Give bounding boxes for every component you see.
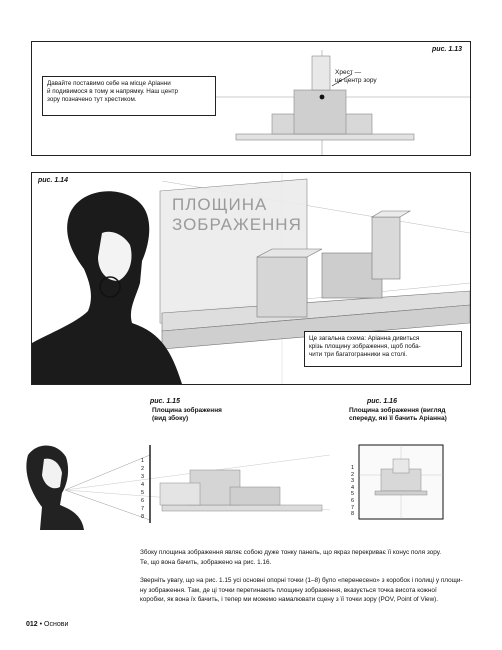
title-line: Площина зображення	[152, 407, 222, 414]
point-number: 1	[141, 458, 145, 464]
shelf	[236, 134, 414, 140]
figure-1-14-panel	[31, 172, 471, 385]
box-tall	[312, 56, 330, 90]
text-line: й подивимося в тому ж напрямку. Наш центр	[47, 88, 179, 95]
point-number: 2	[351, 471, 355, 478]
point-number: 7	[351, 504, 355, 511]
text-line: Це загальна схема: Аріанна дивиться	[309, 335, 420, 342]
point-number: 5	[351, 491, 355, 498]
figure-1-16	[335, 395, 475, 530]
figure-label: рис. 1.14	[38, 177, 68, 184]
point-number: 6	[141, 498, 145, 504]
figure-label: рис. 1.16	[367, 398, 397, 405]
box-left	[257, 257, 307, 317]
page-footer	[26, 621, 68, 628]
front-view-drawing	[335, 395, 475, 530]
point-number: 3	[141, 474, 145, 480]
plane-title-line: ПЛОЩИНА	[172, 195, 268, 214]
point-number: 4	[351, 484, 355, 491]
plane-point-numbers	[351, 465, 354, 518]
point-number: 2	[141, 466, 145, 472]
cross-caption	[335, 69, 377, 85]
arianna-portrait	[32, 191, 182, 384]
point-number: 8	[351, 511, 355, 518]
section-name: Основи	[44, 621, 69, 628]
figure-1-13-panel	[31, 41, 471, 156]
side-view-drawing	[0, 395, 330, 530]
picture-plane-title	[172, 195, 302, 235]
point-number: 6	[351, 497, 355, 504]
center-of-vision-cross	[320, 95, 325, 100]
paragraph-line: Збоку площина зображення являє собою дуже тонку панель, що якраз перекриває її конус поля зору.	[140, 549, 442, 556]
figure-1-15	[0, 395, 330, 530]
caption-line: це центр зору	[335, 77, 377, 84]
page-number: 012	[26, 621, 38, 628]
point-number: 7	[141, 506, 145, 512]
plane-title-line: ЗОБРАЖЕННЯ	[172, 215, 302, 234]
title-line: спереду, які її бачить Аріанна)	[349, 415, 447, 422]
paragraph-line: ну зображення. Там, де ці точки перетинають площину зображення, вказується точка висота кожної	[140, 586, 437, 594]
paragraph-side-view	[140, 548, 480, 567]
title-line: Площина зображення (вигляд	[349, 407, 446, 414]
text-line: зору позначено тут хрестиком.	[47, 96, 137, 103]
point-number: 5	[141, 490, 145, 496]
figure-label: рис. 1.13	[432, 46, 462, 53]
point-number: 1	[351, 465, 355, 471]
paragraph-line: Зверніть увагу, що на рис. 1.15 усі основні опорні точки (1–8) було «перенесено» з коробок і полиці у площи-	[140, 577, 463, 584]
point-number: 4	[141, 482, 145, 488]
text-line: Давайте поставимо себе на місце Аріанни	[47, 80, 171, 87]
paragraph-reference-points	[140, 576, 480, 605]
caption-line: Хрест —	[335, 69, 362, 76]
box-tall	[372, 217, 400, 279]
point-number: 8	[141, 514, 145, 520]
explanation-box	[42, 76, 216, 116]
paragraph-line: Те, що вона бачить, зображено на рис. 1.16.	[140, 558, 272, 566]
footer-bullet: •	[39, 621, 43, 628]
figure-label: рис. 1.15	[150, 398, 180, 405]
explanation-box	[304, 331, 462, 367]
paragraph-line: коробки, як вона їх бачить, і тепер ми можемо намалювати сцену з її точки зору (POV, Point of View).	[140, 596, 439, 603]
text-line: чити три багатогранники на столі.	[309, 351, 408, 358]
plane-point-numbers	[141, 457, 144, 521]
title-line: (вид збоку)	[152, 415, 189, 422]
text-line: крізь площину зображення, щоб поба-	[309, 343, 421, 350]
point-number: 3	[351, 478, 355, 485]
